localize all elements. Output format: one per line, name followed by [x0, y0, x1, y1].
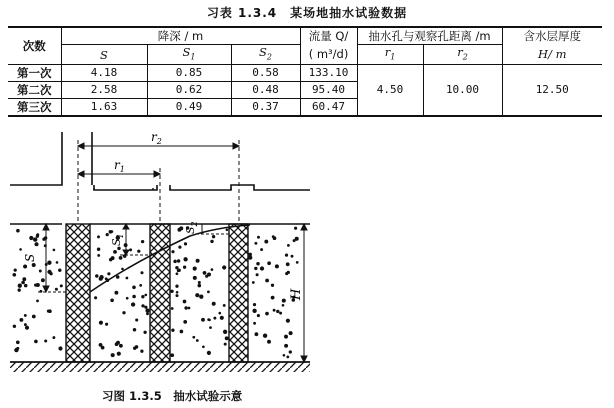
sand-dot: [252, 309, 256, 313]
sand-dot: [126, 297, 129, 300]
cell-Q: 60.47: [300, 99, 357, 117]
row-label: 第三次: [17, 100, 52, 115]
sand-dot: [225, 336, 229, 340]
sand-dot: [117, 247, 120, 250]
sand-dot: [24, 284, 28, 288]
sand-dot: [260, 248, 263, 251]
header-r2: $r_2$: [423, 45, 502, 65]
sand-dot: [170, 290, 173, 293]
sand-dot: [267, 261, 271, 265]
sand-dot: [171, 250, 174, 253]
sand-dot: [21, 281, 25, 285]
sand-dot: [183, 320, 187, 324]
sand-dot: [211, 268, 214, 271]
sand-dot: [25, 326, 29, 330]
sand-dot: [207, 318, 210, 321]
cell-r1: 4.50: [357, 65, 423, 117]
sand-dot: [122, 311, 125, 314]
sand-dot: [207, 273, 211, 277]
sand-dot: [282, 304, 285, 307]
sand-dot: [18, 284, 22, 288]
sand-dot: [171, 329, 174, 332]
sand-dot: [19, 318, 23, 322]
label-r2: $r_2$: [151, 130, 162, 146]
sand-dot: [144, 306, 147, 309]
sand-dot: [176, 291, 179, 294]
sand-dot: [285, 253, 288, 256]
sand-dot: [188, 307, 191, 310]
sand-dot: [255, 332, 259, 336]
sand-dot: [193, 267, 197, 271]
cell-S2: 0.37: [231, 99, 300, 117]
label-S: S: [23, 253, 37, 262]
sand-dot: [272, 235, 275, 238]
sand-dot: [220, 316, 224, 320]
cell-S2: 0.58: [231, 65, 300, 82]
cell-r2: 10.00: [423, 65, 502, 117]
sand-dot: [195, 293, 199, 297]
sand-dot: [44, 339, 47, 342]
sand-dot: [248, 255, 252, 259]
sand-dot: [32, 263, 36, 267]
sand-dot: [177, 259, 180, 262]
sand-dot: [106, 233, 109, 236]
sand-dot: [24, 314, 27, 317]
pumping-test-diagram: [10, 128, 322, 384]
sand-dot: [133, 328, 137, 332]
sand-dot: [224, 343, 227, 346]
sand-dot: [47, 261, 51, 265]
sand-dot: [213, 317, 216, 320]
header-flow-label: 流量 Q/: [300, 27, 357, 45]
cell-Q: 133.10: [300, 65, 357, 82]
sand-dot: [289, 331, 293, 335]
sand-dot: [131, 302, 135, 306]
sand-dot: [210, 240, 213, 243]
header-row-label: 次数: [8, 27, 61, 65]
cell-H: 12.50: [502, 65, 602, 117]
sand-dot: [42, 238, 45, 241]
sand-dot: [117, 352, 121, 356]
sand-dot: [94, 296, 97, 299]
sand-dot: [196, 339, 199, 342]
sand-dot: [22, 277, 26, 281]
sand-dot: [145, 309, 149, 313]
label-S1: $S_1$: [110, 233, 125, 246]
sand-dot: [287, 244, 290, 247]
sand-dot: [23, 264, 27, 268]
sand-dot: [126, 277, 129, 280]
sand-dot: [39, 270, 42, 273]
sand-dot: [176, 272, 179, 275]
sand-dot: [171, 307, 174, 310]
sand-dot: [207, 351, 211, 355]
sand-dot: [105, 277, 108, 280]
sand-dot: [33, 237, 37, 241]
sand-dot: [173, 260, 177, 264]
sand-dot: [265, 312, 269, 316]
sand-dot: [183, 257, 187, 261]
sand-dot: [140, 350, 143, 353]
sand-dot: [139, 284, 142, 287]
sand-dot: [207, 291, 210, 294]
sand-dot: [14, 268, 17, 271]
sand-dot: [175, 294, 178, 297]
sand-dot: [222, 265, 226, 269]
sand-dot: [119, 344, 123, 348]
sand-dot: [294, 227, 297, 230]
cell-S: 1.63: [61, 99, 147, 117]
sand-dot: [202, 345, 205, 348]
sand-dot: [284, 344, 288, 348]
sand-dot: [180, 330, 184, 334]
header-thickness-label: 含水层厚度: [502, 27, 602, 45]
sand-dot: [141, 304, 144, 307]
sand-dot: [141, 295, 144, 298]
sand-dot: [252, 281, 255, 284]
sand-dot: [175, 285, 178, 288]
sand-dot: [257, 314, 260, 317]
sand-dot: [256, 273, 259, 276]
sand-dot: [36, 235, 39, 238]
observation-well-2-casing: [229, 224, 248, 362]
sand-dot: [184, 306, 187, 309]
sand-dot: [273, 309, 276, 312]
sand-dot: [58, 346, 62, 350]
header-S: S: [61, 45, 147, 65]
pumping-test-table: [8, 26, 602, 117]
sand-dot: [223, 304, 226, 307]
sand-dot: [295, 237, 299, 241]
sand-dot: [183, 266, 186, 269]
table-row: [8, 65, 602, 82]
sand-dot: [201, 318, 205, 322]
sand-dot: [291, 255, 294, 258]
sand-dot: [144, 294, 147, 297]
sand-dot: [132, 295, 136, 299]
sand-dot: [107, 272, 110, 275]
cell-S: 4.18: [61, 65, 147, 82]
sand-dot: [253, 322, 256, 325]
sand-dot: [97, 254, 100, 257]
sand-dot: [105, 323, 108, 326]
sand-dot: [177, 228, 181, 232]
sand-dot: [12, 273, 16, 277]
sand-dot: [109, 258, 113, 262]
sand-dot: [271, 296, 275, 300]
sand-dot: [55, 288, 58, 291]
figure-caption: 习图 1.3.5 抽水试验示意: [102, 389, 243, 403]
sand-dot: [132, 286, 136, 290]
sand-dot: [121, 268, 124, 271]
label-r1: $r_1$: [114, 158, 125, 174]
sand-dot: [115, 342, 119, 346]
header-drawdown-group: 降深 / m: [61, 27, 300, 45]
sand-dot: [177, 269, 181, 273]
bedrock-hatch: [10, 362, 310, 372]
sand-dot: [218, 312, 221, 315]
sand-dot: [199, 295, 203, 299]
sand-dot: [47, 310, 50, 313]
sand-dot: [253, 303, 256, 306]
sand-dot: [116, 275, 120, 279]
observation-well-1-casing: [150, 224, 170, 362]
sand-dot: [203, 271, 207, 275]
sand-dot: [137, 250, 140, 253]
sand-dot: [178, 246, 181, 249]
sand-dot: [133, 347, 136, 350]
sand-dot: [111, 230, 114, 233]
sand-dot: [257, 236, 260, 239]
sand-dot: [34, 242, 38, 246]
sand-dot: [267, 340, 271, 344]
sand-dot: [97, 235, 100, 238]
sand-dot: [34, 340, 38, 344]
sand-dot: [47, 270, 51, 274]
row-label: 第一次: [8, 65, 61, 82]
sand-dot: [265, 279, 269, 283]
sand-dot: [13, 325, 16, 328]
row-label: 第二次: [8, 82, 61, 99]
dimension-r2: [78, 140, 239, 224]
sand-dot: [60, 284, 63, 287]
sand-dot: [260, 266, 264, 270]
sand-dot: [141, 240, 144, 243]
sand-dot: [296, 261, 299, 264]
sand-dot: [110, 298, 114, 302]
sand-dot: [97, 247, 100, 250]
sand-dot: [283, 354, 286, 357]
sand-dot: [29, 236, 33, 240]
sand-dot: [16, 347, 19, 350]
sand-dot: [279, 312, 282, 315]
sand-dot: [36, 300, 39, 303]
header-S2: $S_2$: [231, 45, 300, 65]
header-distance-group: 抽水孔与观察孔距离 /m: [357, 27, 502, 45]
sand-dot: [285, 272, 288, 275]
sand-dot: [52, 336, 55, 339]
table-title: 习表 1.3.4 某场地抽水试验数据: [206, 6, 408, 20]
pumping-well-casing: [66, 224, 90, 362]
sand-dot: [282, 299, 286, 303]
dimension-S1: [120, 224, 150, 255]
sand-dot: [99, 275, 103, 279]
sand-dot: [212, 302, 216, 306]
sand-dot: [41, 278, 45, 282]
sand-dot: [19, 248, 22, 251]
dimension-r1: [78, 168, 160, 224]
sand-dot: [212, 235, 215, 238]
sand-dot: [196, 259, 200, 263]
cell-Q: 95.40: [300, 82, 357, 99]
sand-dot: [256, 262, 259, 265]
sand-dot: [111, 353, 115, 357]
sand-dot: [198, 281, 201, 284]
sand-dot: [135, 318, 138, 321]
sand-dot: [113, 250, 117, 254]
sand-dot: [53, 249, 56, 252]
sand-dot: [209, 326, 212, 329]
sand-dot: [183, 300, 187, 304]
sand-dot: [16, 340, 20, 344]
header-flow-unit: ( m³/d): [300, 45, 357, 65]
sand-dot: [24, 323, 27, 326]
cell-S: 2.58: [61, 82, 147, 99]
sand-dot: [95, 274, 98, 277]
sand-dot: [146, 312, 149, 315]
sand-dot: [198, 284, 202, 288]
cell-S1: 0.62: [147, 82, 231, 99]
sand-dot: [284, 335, 288, 339]
sand-dot: [286, 262, 290, 266]
sand-dot: [184, 242, 187, 245]
sand-dot: [263, 334, 267, 338]
sand-dot: [58, 269, 61, 272]
sand-dot: [286, 319, 290, 323]
sand-dot: [18, 288, 21, 291]
sand-dot: [223, 330, 227, 334]
sand-dot: [34, 284, 37, 287]
sand-dot: [254, 267, 257, 270]
sand-dot: [226, 228, 229, 231]
sand-dot: [143, 331, 146, 334]
sand-dot: [254, 242, 257, 245]
sand-dot: [16, 229, 20, 233]
sand-dot: [56, 261, 59, 264]
cell-S1: 0.49: [147, 99, 231, 117]
sand-dot: [276, 310, 279, 313]
sand-dot: [271, 284, 274, 287]
sand-dot: [289, 350, 292, 353]
sand-dot: [193, 276, 197, 280]
sand-dot: [101, 346, 105, 350]
sand-dot: [119, 256, 123, 260]
sand-dot: [275, 264, 279, 268]
cell-S2: 0.48: [231, 82, 300, 99]
label-S2: $S_2$: [184, 221, 199, 234]
sand-dot: [99, 321, 103, 325]
sand-dot: [192, 336, 195, 339]
sand-dot: [114, 291, 118, 295]
label-H: H: [289, 288, 304, 300]
header-S1: $S_1$: [147, 45, 231, 65]
sand-dot: [286, 356, 289, 359]
sand-dot: [140, 271, 143, 274]
header-thickness-unit: H/ m: [502, 45, 602, 65]
cell-S1: 0.85: [147, 65, 231, 82]
header-r1: $r_1$: [357, 45, 423, 65]
sand-dot: [32, 315, 36, 319]
sand-dot: [264, 240, 268, 244]
sand-dot: [170, 353, 174, 357]
